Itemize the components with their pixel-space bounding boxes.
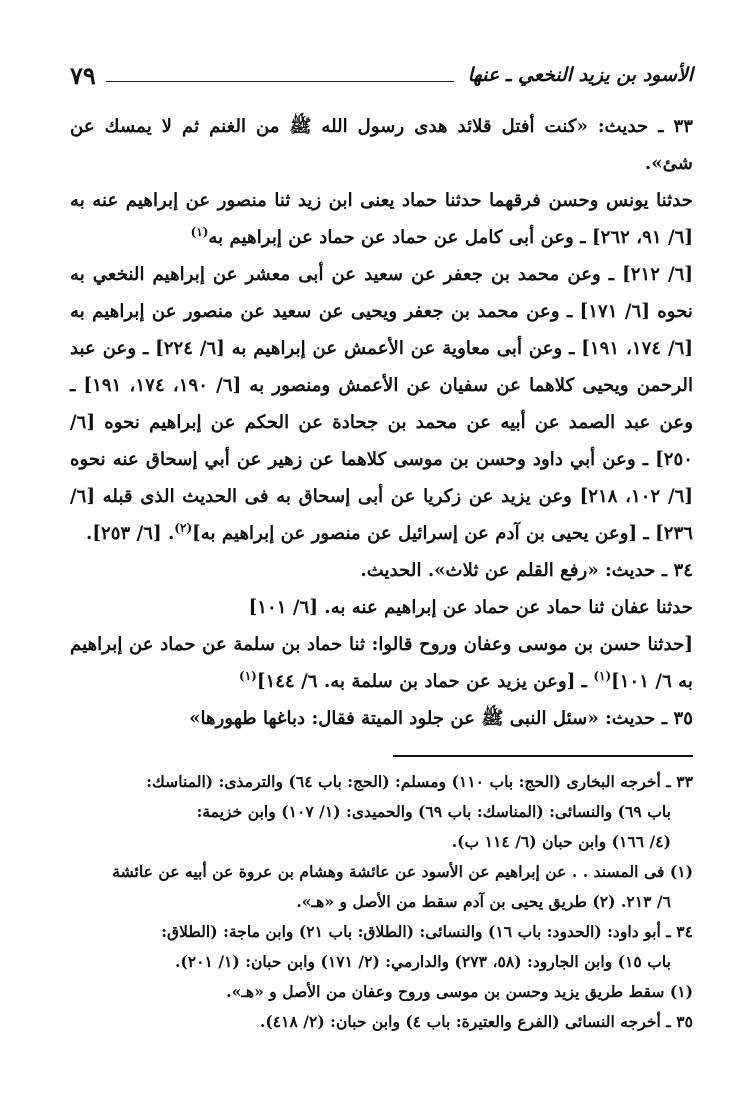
page-number: ٧٩ [70,60,96,90]
note-34-line-1: ٣٤ ـ أبو داود: (الحدود: باب ١٦) والنسائى: (الطلاق: باب ٢١) وابن ماجة: (الطلاق: [161,922,693,941]
footnote-ref-1b: (١) [593,668,612,683]
footnote-ref-1: (١) [190,224,209,239]
note-1b: (١) سقط طريق يزيد وحسن بن موسى وروح وعفان من الأصل و «هـ». [226,982,693,1001]
note-1-line-2: ٦/ ٢١٣. (٢) طريق يحيى بن آدم سقط من الأصل و «هـ». [296,892,671,911]
chain-text: حدثنا يونس وحسن فرقهما حدثنا حماد يعنى ابن زيد ثنا منصور عن إبراهيم عنه به [٦/ ٩١، ٢٦٢] ـ وعن أبى كامل عن حماد عن حماد عن إبراهيم به [70,190,693,248]
hadith-33-chain-1 [70,182,693,256]
footnotes [70,767,693,1037]
hadith-33-heading: ٣٣ ـ حديث: «كنت أفتل قلائد هدى رسول الله ﷺ من الغنم ثم لا يمسك عن شئ». [70,116,693,174]
footnote-divider [393,755,693,757]
chain-text-end: . [٦/ ٢٥٣]. [86,523,175,544]
hadith-34-chain-1: حدثنا عفان ثنا حماد عن حماد عن إبراهيم عنه به. [٦/ ١٠١] [248,597,693,618]
book-page [70,52,693,1073]
footnote-ref-1c: (١) [239,668,257,683]
hadith-34-heading: ٣٤ ـ حديث: «رفع القلم عن ثلاث». الحديث. [360,560,693,581]
note-33-line-2: باب ٦٩) والنسائى: (المناسك: باب ٦٩) والحميدى: (١/ ١٠٧) وابن خزيمة: [196,802,671,821]
running-header [70,52,693,98]
hadith-33-chain-2 [70,256,693,552]
main-text [70,108,693,737]
note-33-line-1: ٣٣ ـ أخرجه البخارى (الحج: باب ١١٠) ومسلم: (الحج: باب ٦٤) والترمذى: (المناسك: [146,772,693,791]
chain-text: ـ [وعن يزيد عن حماد بن سلمة به. ٦/ ١٤٤] [256,671,594,692]
note-35: ٣٥ ـ أخرجه النسائى (الفرع والعتيرة: باب ٤) وابن حبان: (٢/ ٤١٨). [259,1012,693,1031]
chain-text: [٦/ ٢١٢] ـ وعن محمد بن جعفر عن سعيد عن أبى معشر عن إبراهيم النخعي به نحوه [٦/ ١٧١] ـ وعن محمد بن جعفر ويحيى عن سعيد عن منصور عن إبراهيم به [٦/ ١٧٤، ١٩١] ـ وعن أبى معاوية عن الأعمش عن إبراهيم به [٦/ ٢٢٤] ـ وعن عبد الرحمن ويحيى كلاهما عن سفيان عن الأعمش ومنصور به [٦/ ١٩٠، ١٧٤، ١٩١] ـ وعن عبد الصمد عن أبيه عن محمد بن جحادة عن الحكم عن إبراهيم نحوه [٦/ ٢٥٠] ـ وعن أبي داود وحسن بن موسى كلاهما عن زهير عن أبي إسحاق عنه نحوه [٦/ ١٠٢، ٢١٨] وعن يزيد عن زكريا عن أبى إسحاق به فى الحديث الذى قبله [٦/ ٢٣٦] ـ [وعن يحيى بن آدم عن إسرائيل عن منصور عن إبراهيم به] [70,264,694,544]
footnote-ref-2: (٢) [174,520,193,535]
hadith-34-chain-2 [70,626,693,700]
header-rule [106,81,454,82]
chain-text: [حدثنا حسن بن موسى وعفان وروح قالوا: ثنا حماد بن سلمة عن حماد عن إبراهيم به ٦/ ١٠١] [70,634,693,692]
running-title: الأسود بن يزيد النخعي ـ عنها [467,64,693,86]
note-33-line-3: (٤/ ١٦٦) وابن حبان (٦/ ١١٤ ب). [451,832,671,851]
note-34-line-2: باب ١٥) وابن الجارود: (٥٨، ٢٧٣) والدارمي: (٢/ ١٧١) وابن حبان: (١/ ٢٠١). [174,952,671,971]
note-1-line-1: (١) فى المسند . . عن إبراهيم عن الأسود عن عائشة وهشام بن عروة عن أبيه عن عائشة [112,862,693,881]
hadith-35-heading: ٣٥ ـ حديث: «سئل النبى ﷺ عن جلود الميتة فقال: دباغها طهورها» [189,708,693,729]
